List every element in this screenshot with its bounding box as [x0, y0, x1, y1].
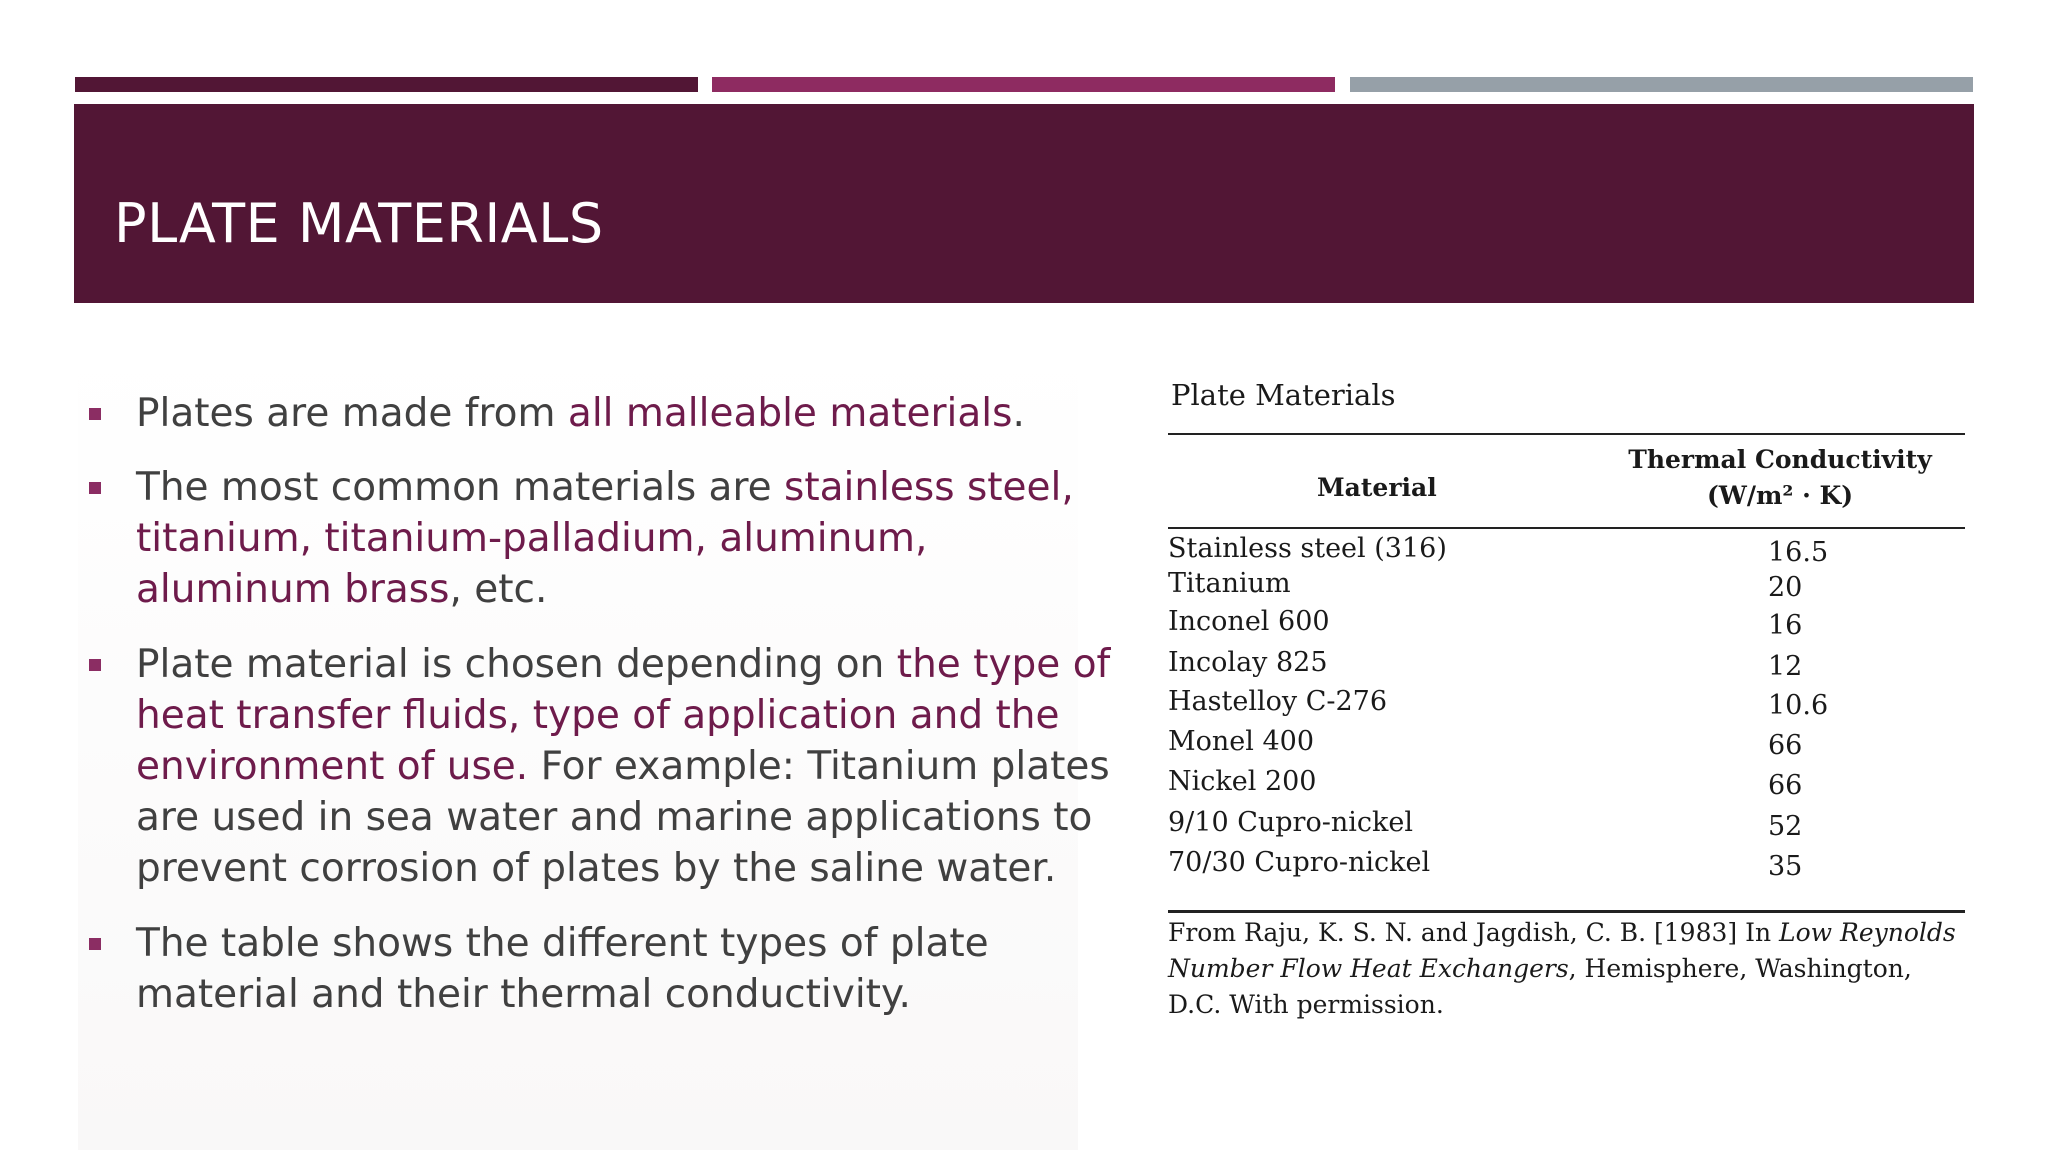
bullet-text-segment: The table shows the different types of plate material and their thermal conductivity.: [136, 921, 989, 1017]
column-header-thermal-conductivity: [1620, 442, 1940, 514]
conductivity-cell: 66: [1768, 730, 1803, 761]
conductivity-cell: 20: [1768, 572, 1803, 603]
table-citation: [1168, 915, 1968, 1023]
bullet-text-segment: The most common materials are: [136, 465, 785, 510]
material-cell: Stainless steel (316): [1168, 533, 1447, 564]
table-header-rule: [1168, 527, 1965, 529]
bullet-text-segment: For example: Titanium plates are used in sea water and marine applications to prevent corrosion of plates by the saline water.: [136, 744, 1110, 891]
slide-title: PLATE MATERIALS: [114, 192, 604, 255]
citation-part-b: , Hemisphere, Washington, D.C. With permission.: [1168, 954, 1912, 1019]
highlighted-text: the type of heat transfer fluids, type of application and the environment of use.: [136, 642, 1111, 789]
bullet-text-segment: Plates are made from: [136, 391, 568, 436]
table-row: [1168, 568, 1958, 608]
conductivity-cell: 10.6: [1768, 690, 1829, 721]
bullet-marker: [89, 938, 101, 950]
accent-bar-2: [712, 77, 1335, 92]
table-row: [1168, 606, 1958, 646]
material-cell: 9/10 Cupro-nickel: [1168, 807, 1413, 838]
table-row: [1168, 647, 1958, 687]
bullet-text: [136, 462, 1086, 615]
bullet-marker: [89, 659, 101, 671]
bullet-marker: [89, 482, 101, 494]
table-bottom-rule: [1168, 910, 1965, 913]
material-cell: Incolay 825: [1168, 647, 1328, 678]
figure-title: Plate Materials: [1171, 378, 1396, 412]
highlighted-text: all malleable materials: [567, 391, 1013, 436]
conductivity-cell: 35: [1768, 851, 1803, 882]
header-tc-line2: (W/m² · K): [1706, 481, 1854, 510]
material-cell: Nickel 200: [1168, 766, 1317, 797]
accent-bar-3: [1350, 77, 1973, 92]
bullet-text-segment: , etc.: [449, 567, 548, 612]
table-row: [1168, 726, 1958, 766]
table-row: [1168, 686, 1958, 726]
material-cell: Monel 400: [1168, 726, 1315, 757]
material-cell: Inconel 600: [1168, 606, 1330, 637]
column-header-material: Material: [1317, 473, 1437, 502]
table-row: [1168, 766, 1958, 806]
conductivity-cell: 16: [1768, 610, 1803, 641]
conductivity-cell: 66: [1768, 770, 1803, 801]
table-top-rule: [1168, 433, 1965, 435]
table-row: [1168, 807, 1958, 847]
table-row: [1168, 533, 1958, 573]
bullet-marker: [89, 408, 101, 420]
material-cell: Titanium: [1168, 568, 1291, 599]
conductivity-cell: 52: [1768, 811, 1803, 842]
citation-part-a: From Raju, K. S. N. and Jagdish, C. B. [1983] In: [1168, 918, 1780, 947]
bullet-text: [136, 639, 1116, 894]
citation-book-title: Low Reynolds Number Flow Heat Exchangers: [1168, 918, 1956, 983]
accent-bar-1: [75, 77, 698, 92]
plate-materials-table-figure: [1160, 370, 1960, 1040]
material-cell: Hastelloy C-276: [1168, 686, 1388, 717]
highlighted-text: stainless steel, titanium, titanium-palladium, aluminum, aluminum brass: [136, 465, 1074, 612]
conductivity-cell: 16.5: [1768, 537, 1829, 568]
header-tc-line1: Thermal Conductivity: [1628, 445, 1932, 474]
bullet-text-segment: Plate material is chosen depending on: [136, 642, 897, 687]
material-cell: 70/30 Cupro-nickel: [1168, 847, 1431, 878]
bullet-text-segment: .: [1012, 391, 1025, 436]
title-band: [74, 104, 1974, 303]
bullet-text: [136, 388, 1136, 439]
bullet-text: [136, 918, 1016, 1020]
conductivity-cell: 12: [1768, 651, 1803, 682]
table-row: [1168, 847, 1958, 887]
